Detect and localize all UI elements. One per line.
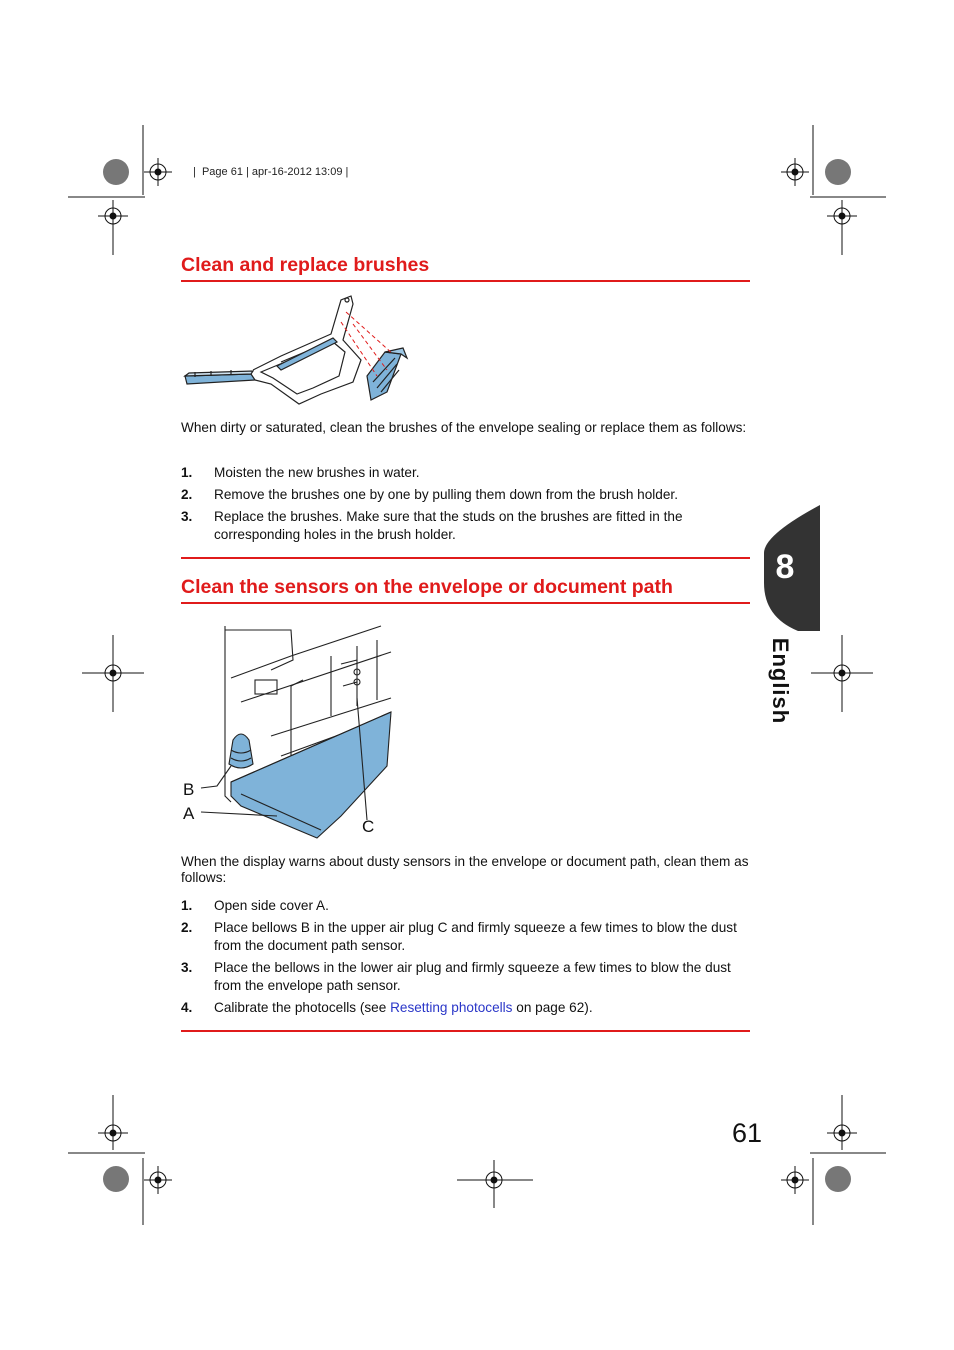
sensor-cleaning-illustration xyxy=(181,616,396,846)
figure-label-c: C xyxy=(362,817,375,836)
figure-label-a: A xyxy=(183,804,195,823)
list-item: 1. Open side cover A. xyxy=(181,898,329,913)
section2-steps xyxy=(181,897,753,1021)
title-underline xyxy=(181,280,750,282)
list-item: 2. Remove the brushes one by one by pulling them down from the brush holder. xyxy=(181,487,678,502)
section1-intro: When dirty or saturated, clean the brushes of the envelope sealing or replace them as follows: xyxy=(181,420,747,435)
section-divider xyxy=(181,1030,750,1032)
section-title-sensors: Clean the sensors on the envelope or document path xyxy=(181,576,673,598)
figure-label-b: B xyxy=(183,780,195,799)
section1-steps xyxy=(181,464,753,548)
page-number: 61 xyxy=(731,1118,762,1148)
print-info-header: | Page 61 | apr-16-2012 13:09 | xyxy=(193,166,349,178)
section2-intro: When the display warns about dusty sensors in the envelope or document path, clean them as follows: xyxy=(181,854,749,885)
brush-holder-illustration xyxy=(181,292,416,412)
language-label: English xyxy=(768,637,793,725)
list-item: 3. Place the bellows in the lower air plug and firmly squeeze a few times to blow the dust from the envelope path sensor. xyxy=(181,960,731,993)
title-underline xyxy=(181,602,750,604)
list-item: 4. Calibrate the photocells (see Resetting photocells on page 62). xyxy=(181,1000,593,1015)
resetting-photocells-link[interactable]: Resetting photocells xyxy=(390,1000,513,1015)
chapter-number: 8 xyxy=(775,548,795,586)
list-item: 1. Moisten the new brushes in water. xyxy=(181,465,420,480)
section-title-brushes: Clean and replace brushes xyxy=(181,254,430,276)
section-divider xyxy=(181,557,750,559)
list-item: 2. Place bellows B in the upper air plug C and firmly squeeze a few times to blow the dust from the document path sensor. xyxy=(181,920,737,953)
list-item: 3. Replace the brushes. Make sure that the studs on the brushes are fitted in the corresponding holes in the brush holder. xyxy=(181,509,683,542)
